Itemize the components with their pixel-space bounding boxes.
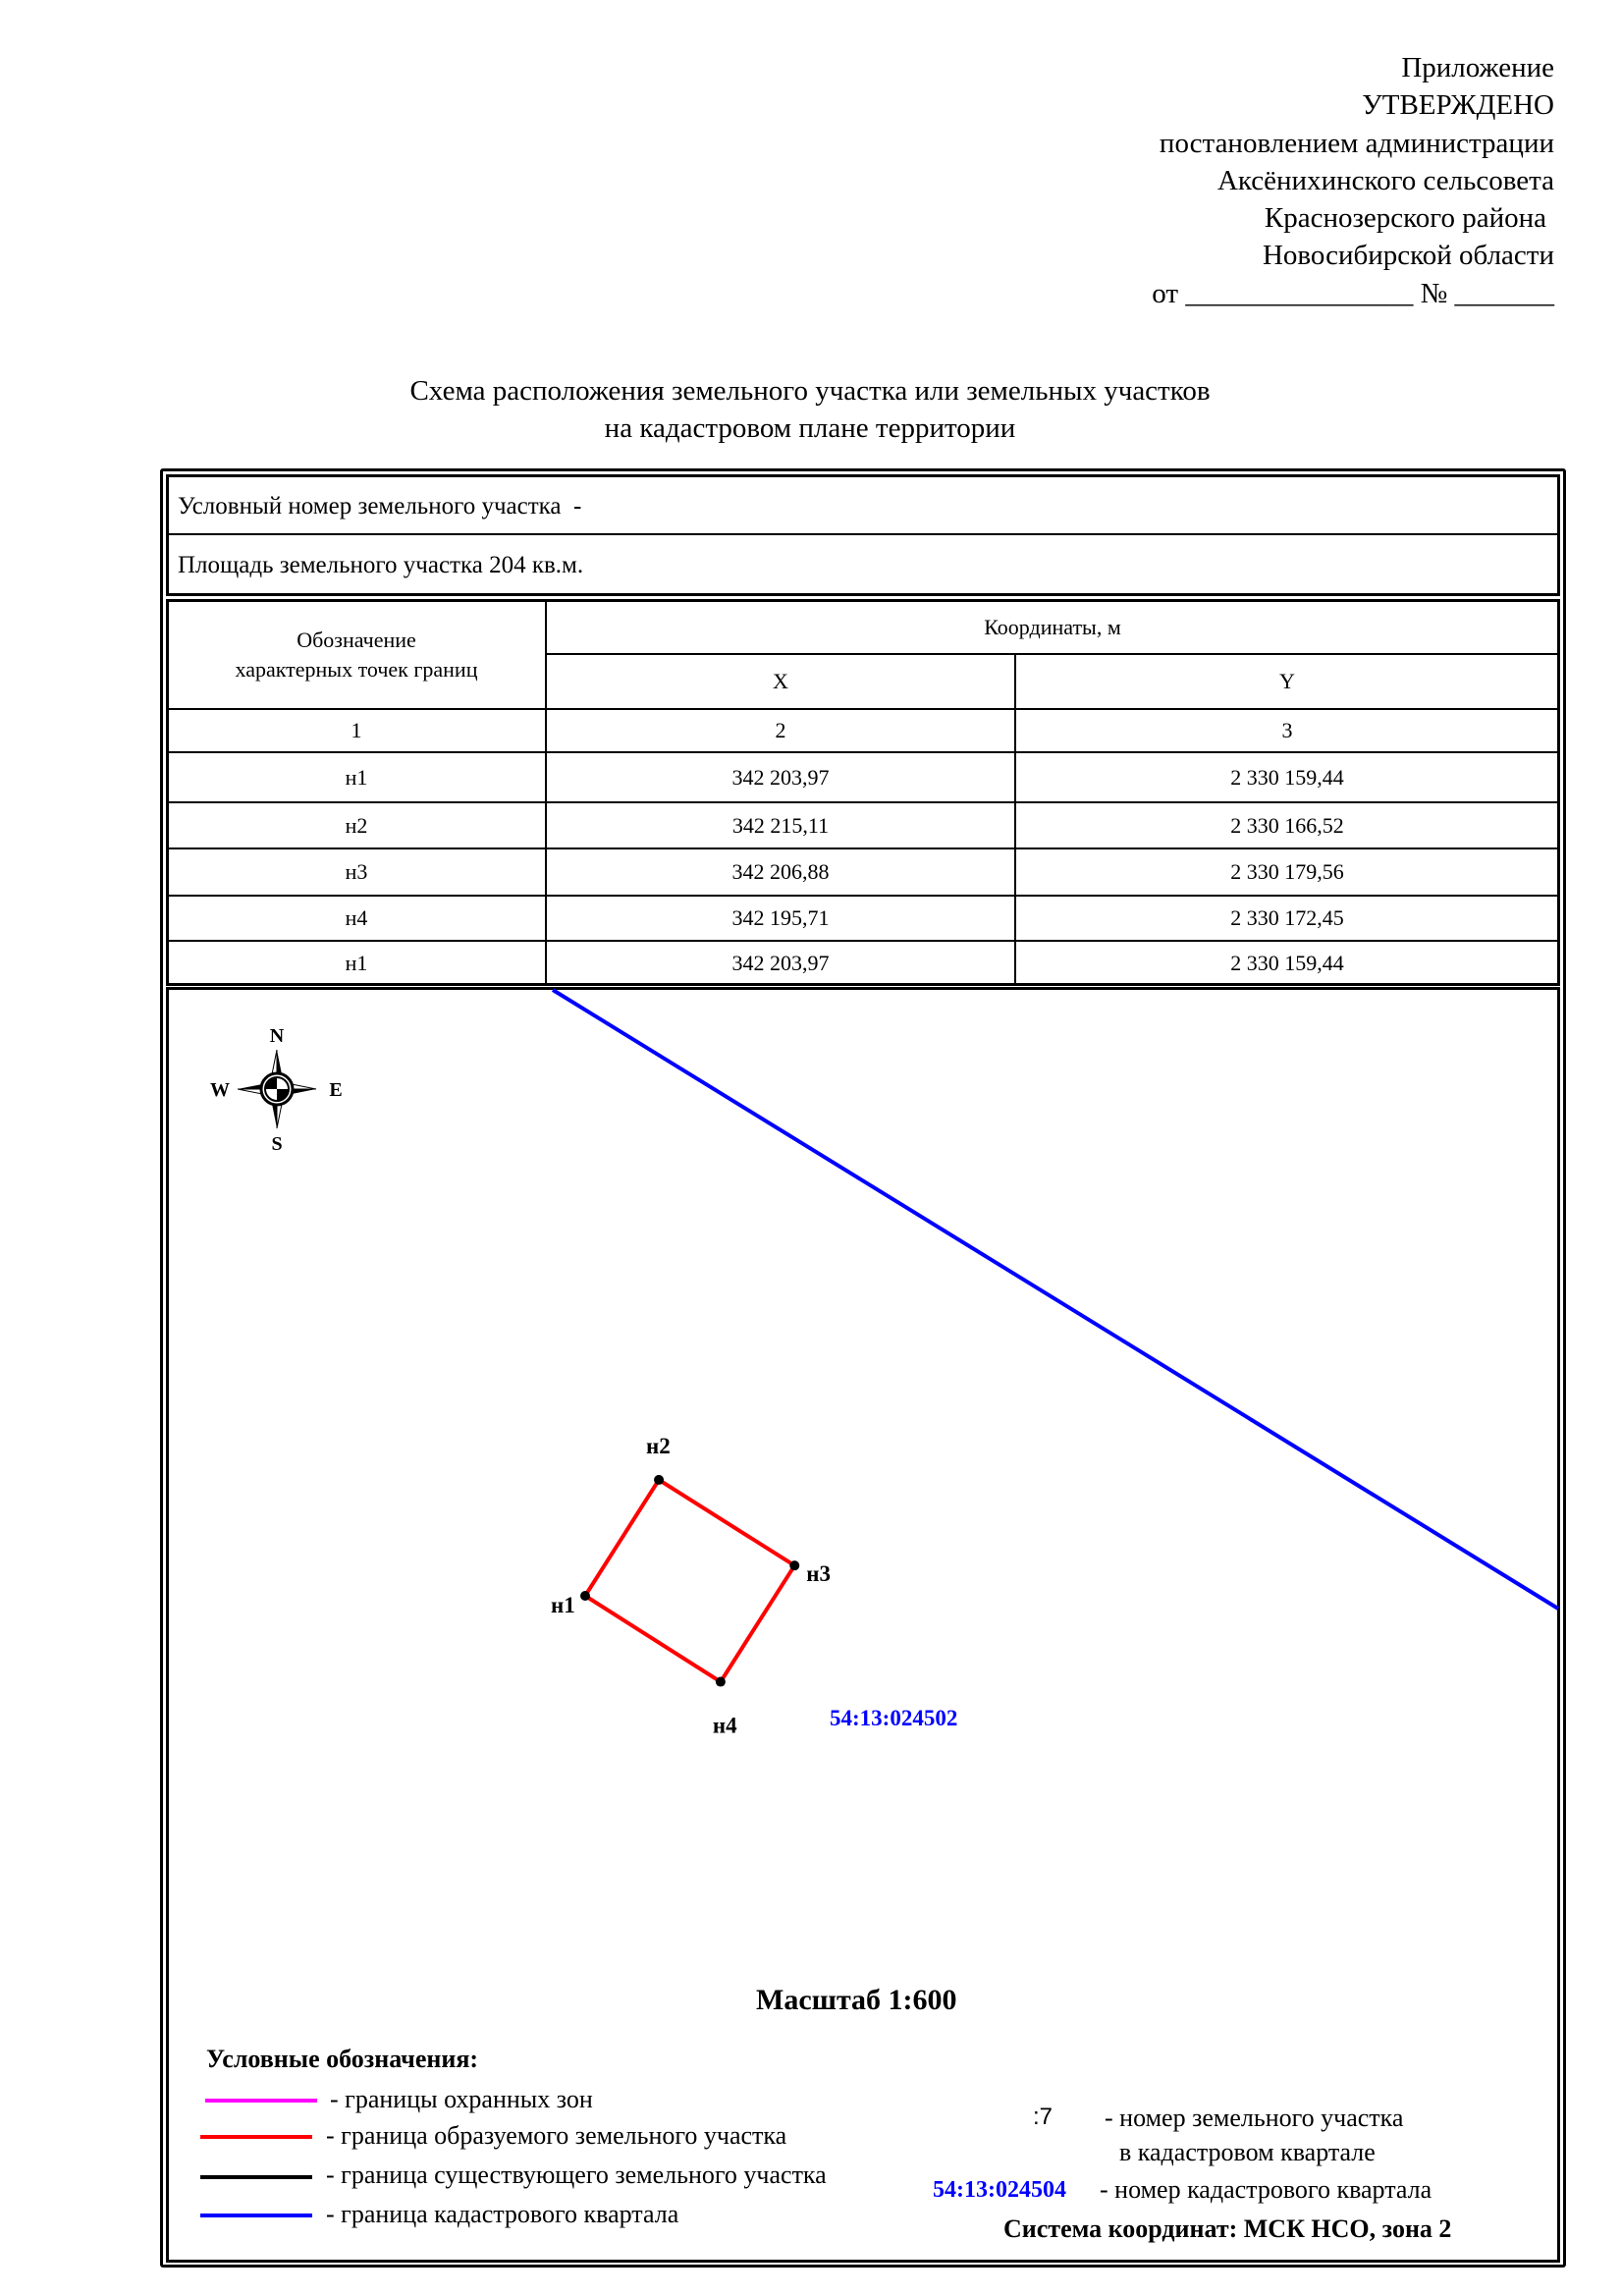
header-line-region: Новосибирской области: [1262, 240, 1554, 271]
compass-e: E: [329, 1079, 343, 1101]
number-blank[interactable]: _______: [1454, 278, 1554, 309]
point-cell: н2: [345, 812, 368, 838]
parcel-number-desc1: - номер земельного участка: [1105, 2104, 1404, 2132]
quarter-boundary-line: [553, 990, 1558, 1609]
parcel-vertex-label: н1: [551, 1593, 575, 1617]
header-points-line2: характерных точек границ: [235, 656, 478, 682]
y-cell: 2 330 172,45: [1230, 905, 1344, 930]
parcel-vertex: [580, 1591, 590, 1601]
parcel-vertex: [789, 1560, 799, 1570]
y-cell: 2 330 159,44: [1230, 764, 1344, 790]
quarter-number-desc: - номер кадастрового квартала: [1100, 2175, 1432, 2204]
header-line-resolution: постановлением администрации: [1159, 128, 1554, 159]
col-number-2: 2: [775, 718, 786, 742]
parcel-vertex-label: н2: [646, 1433, 671, 1458]
compass-w: W: [210, 1079, 230, 1101]
x-cell: 342 203,97: [731, 950, 830, 975]
x-cell: 342 203,97: [731, 764, 830, 790]
compass-n: N: [269, 1025, 285, 1047]
document-title-line2: на кадастровом плане территории: [604, 412, 1016, 444]
number-sign: №: [1420, 278, 1448, 309]
legend-text-quarter: - граница кадастрового квартала: [326, 2200, 679, 2228]
map-scale: Масштаб 1:600: [756, 1984, 957, 2016]
y-cell: 2 330 179,56: [1230, 859, 1344, 884]
header-line-council: Аксёнихинского сельсовета: [1216, 165, 1554, 196]
header-line-district: Краснозерского района: [1264, 202, 1546, 234]
y-cell: 2 330 159,44: [1230, 950, 1344, 975]
parcel-vertex: [716, 1677, 726, 1687]
compass-rose-icon: [210, 1025, 343, 1155]
header-y-cell: Y: [1279, 669, 1295, 693]
col-number-3: 3: [1281, 718, 1293, 742]
header-line-appendix: Приложение: [1401, 52, 1554, 83]
point-cell: н4: [345, 905, 368, 930]
col-number-1: 1: [351, 718, 362, 742]
compass-s: S: [271, 1133, 283, 1155]
parcel-vertex-label: н4: [712, 1713, 737, 1738]
point-cell: н1: [345, 950, 368, 975]
header-points-line1: Обозначение: [297, 627, 416, 652]
legend-heading: Условные обозначения:: [206, 2045, 479, 2073]
point-cell: н1: [345, 764, 368, 790]
y-cell: 2 330 166,52: [1230, 812, 1344, 838]
x-cell: 342 195,71: [731, 905, 830, 930]
coordinate-system: Система координат: МСК НСО, зона 2: [1003, 2214, 1452, 2243]
date-blank[interactable]: ________________: [1185, 278, 1414, 309]
legend-text-existing-parcel: - граница существующего земельного участка: [326, 2160, 827, 2189]
header-line-approved: УТВЕРЖДЕНО: [1362, 89, 1554, 121]
x-cell: 342 215,11: [731, 812, 830, 838]
parcel-number-sample: :7: [1033, 2104, 1054, 2130]
legend-text-protection-zone: - границы охранных зон: [330, 2085, 593, 2113]
conditional-number-text: Условный номер земельного участка -: [178, 492, 582, 519]
x-cell: 342 206,88: [731, 859, 830, 884]
header-coords-cell: Координаты, м: [984, 614, 1121, 639]
quarter-number-sample: 54:13:024504: [933, 2177, 1066, 2203]
parcel-boundary: [585, 1480, 794, 1682]
date-prefix: от: [1152, 278, 1179, 309]
parcel-number-desc2: в кадастровом квартале: [1119, 2138, 1376, 2166]
legend-text-new-parcel: - граница образуемого земельного участка: [326, 2121, 787, 2150]
point-cell: н3: [345, 859, 368, 884]
area-text: Площадь земельного участка 204 кв.м.: [178, 551, 584, 578]
parcel-vertex: [654, 1475, 664, 1485]
header-x-cell: X: [773, 669, 788, 693]
parcel-vertex-label: н3: [806, 1561, 832, 1587]
cadastral-quarter-label: 54:13:024502: [830, 1706, 958, 1730]
document-title-line1: Схема расположения земельного участка или земельных участков: [409, 375, 1211, 407]
